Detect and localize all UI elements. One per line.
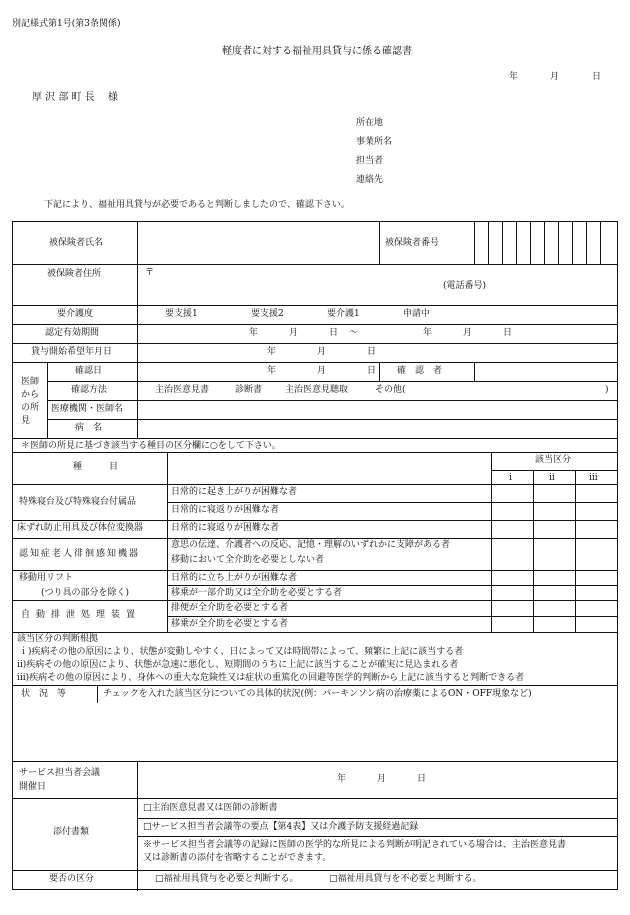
- condition-communication: 意思の伝達、介護者への反応、記憶・理解のいずれかに支障がある者: [171, 540, 451, 550]
- item-header: 種 目: [73, 462, 119, 472]
- validity-month2: 月: [463, 328, 473, 338]
- criteria-i: ｉ)疾病その他の原因により、状態が変動しやすく、日によって又は時間帯によって、頻繁に上記に該当する者: [19, 647, 464, 657]
- decision-unnecessary[interactable]: □福祉用具貸与を不必要と判断する。: [329, 874, 482, 884]
- validity-year1: 年: [249, 328, 259, 338]
- condition-stand-up: 日常的に立ち上がりが困難な者: [171, 573, 298, 583]
- rental-start-day: 日: [367, 347, 377, 357]
- validity-label: 認定有効期間: [45, 328, 100, 338]
- doctor-section-label-4: 見: [21, 416, 31, 426]
- insured-name-label: 被保険者氏名: [49, 238, 104, 248]
- document-title: 軽度者に対する福祉用具貸与に係る確認書: [222, 46, 412, 57]
- validity-day2: 日: [503, 328, 513, 338]
- condition-transfer-partial: 移乗が一部介助又は全介助を必要とする者: [171, 588, 343, 598]
- date-year: 年: [509, 72, 519, 82]
- care-level-care1[interactable]: 要介護1: [327, 309, 360, 319]
- meeting-day: 日: [417, 774, 427, 784]
- phone-label: (電話番号): [443, 281, 487, 291]
- condition-movement: 移動において全介助を必要としない者: [171, 555, 325, 565]
- addressee: 厚 沢 部 町 長 様: [32, 92, 118, 103]
- sender-address-label: 所在地: [356, 118, 384, 128]
- insured-number-label: 被保険者番号: [385, 238, 440, 248]
- category-col-ii: ii: [549, 473, 555, 483]
- confirm-method-label: 確認方法: [71, 385, 108, 395]
- criteria-iii: iii)疾病その他の原因により、身体への重大な危険性又は症状の重篤化の回避等医学的判断から上記に該当すると判断できる者: [17, 673, 525, 683]
- confirmation-table: [12, 221, 618, 890]
- method-diagnosis[interactable]: 診断書: [235, 385, 263, 395]
- item-special-bed: 特殊寝台及び特殊寝台付属品: [19, 497, 137, 507]
- postal-mark: 〒: [145, 268, 155, 278]
- sender-office-label: 事業所名: [356, 137, 393, 147]
- method-doctor-opinion[interactable]: 主治医意見書: [155, 385, 210, 395]
- meeting-label-1: サービス担当者会議: [19, 768, 101, 778]
- date-day: 日: [592, 72, 602, 82]
- attachment-meeting-summary[interactable]: □サービス担当者会議等の要点【第4表】又は介護予防支援経過記録: [143, 822, 419, 832]
- rental-start-year: 年: [267, 347, 277, 357]
- doctor-section-label-2: から: [21, 390, 40, 400]
- doctor-section-label-3: の所: [21, 403, 40, 413]
- category-col-iii: iii: [589, 473, 598, 483]
- attachment-doctor-opinion[interactable]: □主治医意見書又は医師の診断書: [143, 803, 278, 813]
- condition-roll-over: 日常的に寝返りが困難な者: [171, 505, 280, 515]
- doctor-note: ＊医師の所見に基づき該当する種目の区分欄に○をして下さい。: [21, 441, 281, 451]
- meeting-year: 年: [337, 774, 347, 784]
- condition-defecation: 排便が全介助を必要とする者: [171, 603, 289, 613]
- validity-tilde: ～: [349, 328, 359, 338]
- validity-day1: 日: [329, 328, 339, 338]
- validity-month1: 月: [289, 328, 299, 338]
- category-header: 該当区分: [535, 455, 572, 465]
- insured-address-label: 被保険者住所: [47, 269, 102, 279]
- item-lift: 移動用リフト: [19, 573, 74, 583]
- item-lift-note: (つり具の部分を除く): [41, 588, 130, 598]
- meeting-label-2: 開催日: [19, 782, 47, 792]
- intro-text: 下記により、福祉用具貸与が必要であると判断しましたので、確認下さい。: [44, 200, 350, 210]
- validity-year2: 年: [423, 328, 433, 338]
- confirmer-label: 確 認 者: [397, 366, 443, 376]
- confirm-date-label: 確認日: [75, 366, 103, 376]
- criteria-ii: ii)疾病その他の原因により、状態が急速に悪化し、短期間のうちに上記に該当することが確実に見込まれる者: [17, 660, 459, 670]
- care-level-support2[interactable]: 要支援2: [251, 309, 284, 319]
- method-doctor-hearing[interactable]: 主治医意見聴取: [285, 385, 349, 395]
- item-dementia-sensor: 認知症老人徘徊感知機器: [19, 549, 141, 559]
- criteria-title: 該当区分の判断根拠: [17, 634, 99, 644]
- category-col-i: i: [509, 473, 512, 483]
- sender-contact-label: 連絡先: [356, 175, 384, 185]
- confirm-date-year: 年: [267, 366, 277, 376]
- care-level-pending[interactable]: 申請中: [403, 309, 431, 319]
- situation-text: チェックを入れた該当区分についての具体的状況(例：パーキンソン病の治療薬によるON・OFF現象など): [103, 689, 532, 699]
- condition-roll-over-2: 日常的に寝返りが困難な者: [171, 523, 280, 533]
- care-level-label: 要介護度: [57, 309, 94, 319]
- disease-label: 病 名: [75, 423, 103, 433]
- decision-necessary[interactable]: □福祉用具貸与を必要と判断する。: [155, 874, 299, 884]
- confirm-date-month: 月: [317, 366, 327, 376]
- attachment-note-1: ※サービス担当者会議等の記録に医師の医学的な所見による判断が明記されている場合は、主治医意見書: [143, 840, 567, 850]
- doctor-section-label-1: 医師: [21, 377, 40, 387]
- date-month: 月: [550, 72, 560, 82]
- form-id: 別記様式第1号(第3条関係): [12, 19, 121, 29]
- item-bedsore-prevention: 床ずれ防止用具及び体位変換器: [17, 523, 144, 533]
- situation-label: 状 況 等: [21, 689, 67, 699]
- rental-start-label: 貸与開始希望年月日: [31, 347, 113, 357]
- care-level-support1[interactable]: 要支援1: [165, 309, 198, 319]
- condition-transfer-full: 移乗が全介助を必要とする者: [171, 619, 289, 629]
- condition-get-up: 日常的に起き上がりが困難な者: [171, 487, 298, 497]
- method-other-close: ): [605, 385, 609, 395]
- decision-label: 要否の区分: [49, 874, 95, 884]
- method-other[interactable]: その他(: [375, 385, 406, 395]
- confirm-date-day: 日: [367, 366, 377, 376]
- attachment-label: 添付書類: [53, 827, 90, 837]
- medical-institution-label: 医療機関・医師名: [51, 404, 124, 414]
- item-auto-excretion: 自動排泄処理装置: [21, 610, 142, 620]
- meeting-month: 月: [377, 774, 387, 784]
- sender-person-label: 担当者: [356, 156, 384, 166]
- rental-start-month: 月: [317, 347, 327, 357]
- attachment-note-2: 又は診断書の添付を省略することができます。: [143, 853, 332, 863]
